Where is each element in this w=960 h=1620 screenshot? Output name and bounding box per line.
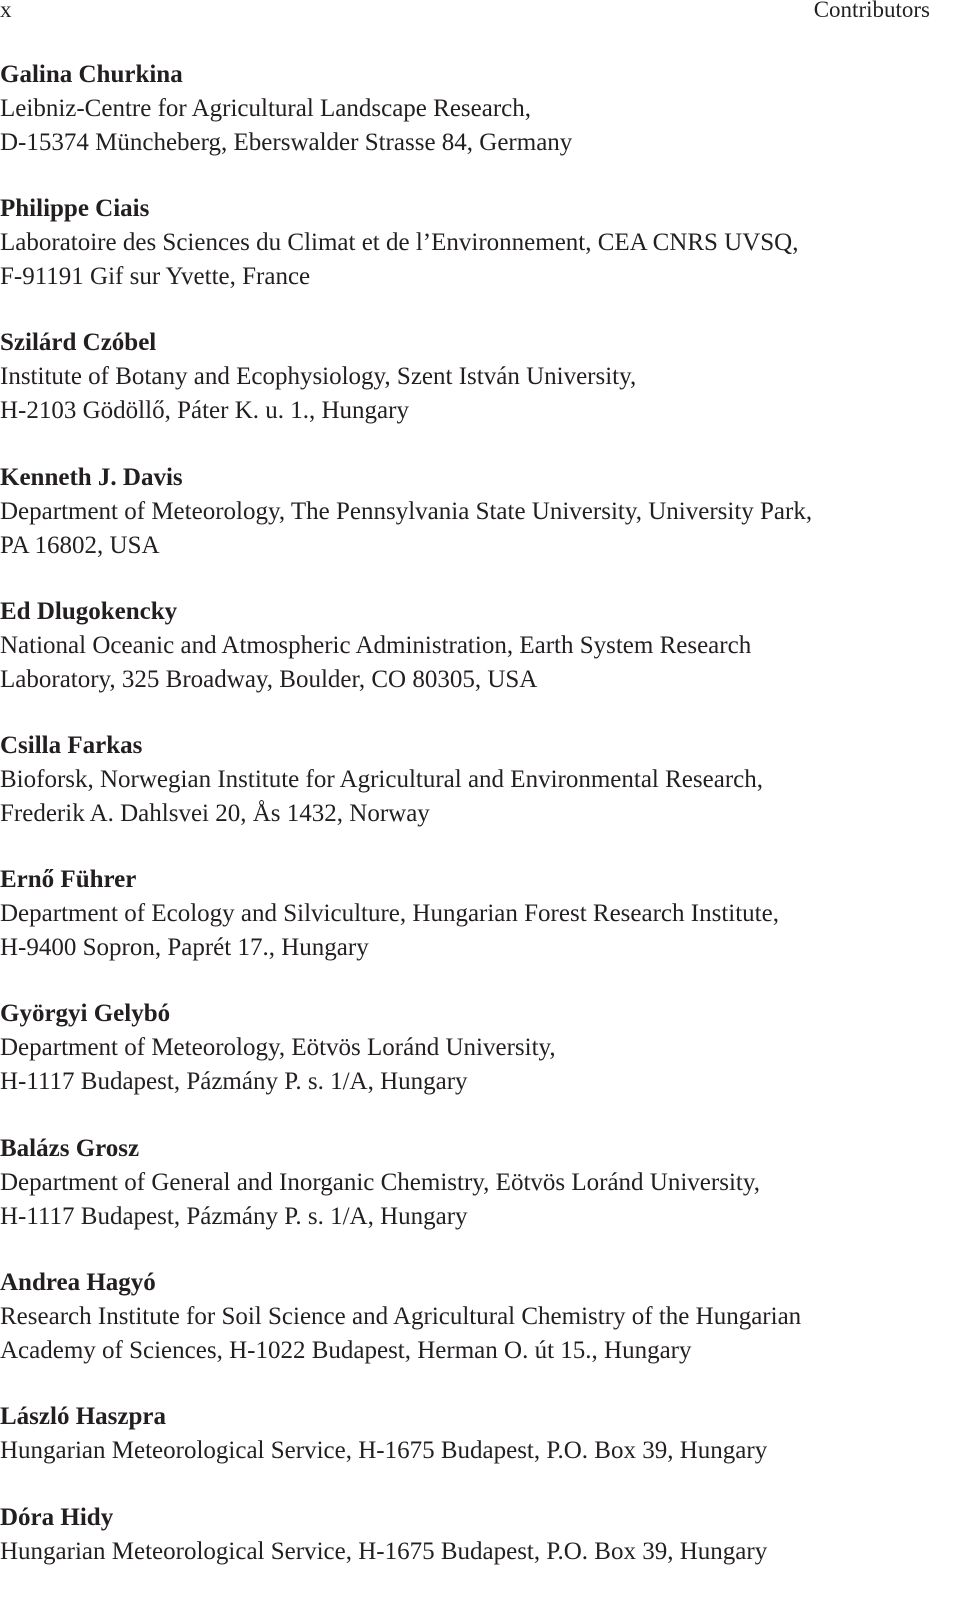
contributor-affiliation-line: H-9400 Sopron, Paprét 17., Hungary — [0, 934, 369, 961]
contributor-name: Ernő Führer — [0, 866, 137, 893]
contributor-affiliation-line: Research Institute for Soil Science and Agricultural Chemistry of the Hungarian — [0, 1303, 802, 1330]
contributor-affiliation-line: F-91191 Gif sur Yvette, France — [0, 263, 311, 290]
contributor-entry — [0, 1501, 955, 1569]
contributor-entry — [0, 729, 955, 831]
contributor-entry — [0, 1400, 955, 1468]
contributor-affiliation-line: Department of Meteorology, Eötvös Loránd University, — [0, 1034, 556, 1061]
contributor-affiliation-line: Laboratory, 325 Broadway, Boulder, CO 80305, USA — [0, 666, 538, 693]
contributor-affiliation-line: PA 16802, USA — [0, 532, 160, 559]
contributor-entry — [0, 326, 955, 428]
contributor-affiliation-line: National Oceanic and Atmospheric Administration, Earth System Research — [0, 632, 752, 659]
contributor-affiliation-line: Laboratoire des Sciences du Climat et de l’Environnement, CEA CNRS UVSQ, — [0, 229, 799, 256]
contributor-name: László Haszpra — [0, 1403, 166, 1430]
contributor-affiliation-line: Leibniz-Centre for Agricultural Landscape Research, — [0, 95, 532, 122]
running-header — [0, 0, 930, 26]
contributor-name: Szilárd Czóbel — [0, 329, 157, 356]
contributor-name: Balázs Grosz — [0, 1135, 140, 1162]
contributor-name: Kenneth J. Davis — [0, 464, 183, 491]
contributor-affiliation-line: Hungarian Meteorological Service, H-1675 Budapest, P.O. Box 39, Hungary — [0, 1437, 768, 1464]
contributor-affiliation-line: H-2103 Gödöllő, Páter K. u. 1., Hungary — [0, 397, 409, 424]
contributor-name: Andrea Hagyó — [0, 1269, 156, 1296]
contributor-entry — [0, 595, 955, 697]
contributor-affiliation-line: Institute of Botany and Ecophysiology, Szent István University, — [0, 363, 637, 390]
contributor-entry — [0, 58, 955, 160]
contributor-affiliation-line: H-1117 Budapest, Pázmány P. s. 1/A, Hungary — [0, 1068, 468, 1095]
contributor-name: Ed Dlugokencky — [0, 598, 178, 625]
section-title: Contributors — [813, 0, 930, 22]
contributor-name: Galina Churkina — [0, 61, 183, 88]
contributor-affiliation-line: Academy of Sciences, H-1022 Budapest, Herman O. út 15., Hungary — [0, 1337, 692, 1364]
contributor-entry — [0, 1132, 955, 1234]
contributor-affiliation-line: D-15374 Müncheberg, Eberswalder Strasse 84, Germany — [0, 129, 573, 156]
contributor-affiliation-line: Frederik A. Dahlsvei 20, Ås 1432, Norway — [0, 800, 430, 827]
contributor-affiliation-line: Department of General and Inorganic Chemistry, Eötvös Loránd University, — [0, 1169, 760, 1196]
contributor-affiliation-line: Bioforsk, Norwegian Institute for Agricultural and Environmental Research, — [0, 766, 763, 793]
contributor-entry — [0, 863, 955, 965]
contributor-entry — [0, 1266, 955, 1368]
contributor-name: Csilla Farkas — [0, 732, 143, 759]
contributor-affiliation-line: Department of Meteorology, The Pennsylvania State University, University Park, — [0, 498, 813, 525]
contributor-affiliation-line: Department of Ecology and Silviculture, Hungarian Forest Research Institute, — [0, 900, 779, 927]
contributor-name: Philippe Ciais — [0, 195, 150, 222]
contributor-name: Györgyi Gelybó — [0, 1000, 171, 1027]
contributor-affiliation-line: H-1117 Budapest, Pázmány P. s. 1/A, Hungary — [0, 1203, 468, 1230]
contributor-entry — [0, 997, 955, 1099]
contributor-entry — [0, 192, 955, 294]
page-number: x — [0, 0, 12, 22]
contributor-name: Dóra Hidy — [0, 1504, 114, 1531]
contributor-affiliation-line: Hungarian Meteorological Service, H-1675 Budapest, P.O. Box 39, Hungary — [0, 1538, 768, 1565]
contributor-entry — [0, 461, 955, 563]
